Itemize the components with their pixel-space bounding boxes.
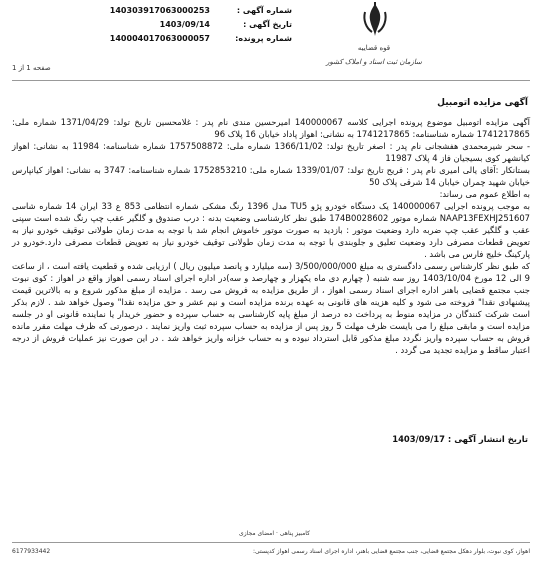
notice-meta [0,4,292,46]
footer-phone: 6177933442 [12,548,51,555]
meta-value: 140004017063000057 [109,34,210,43]
paragraph-auction-terms: که طبق نظر کارشناس رسمی دادگستری به مبلغ 3/500/000/000 (سه میلیارد و پانصد میلیون ریال ) ارزیابی شده و قطعیت یافته است ، از ساعت 9 الی 12 مورخ 1403/10/04 روز سه شنبه ( چهارم دی ماه یکهزار و چهارصد و سه)در اداره اجرای اسناد رسمی اهواز واقع در اهواز : کوی نبوت جنب مجتمع قضایی باهنر اداره اجرای اسناد رسمی اهواز ، از طریق مزایده به فروش می رسد . مزایده از مبلغ مذکور شروع و به بالاترین قیمت پیشنهادی نقدا" فروخته می شود و کلیه هزینه های قانونی به عهده برنده مزایده است و نیم عشر و حق مزایده نقدا" وصول خواهد شد . لازم بذکر است شرکت کنندگان در مزایده منوط به پرداخت ده درصد از مبلغ پایه کارشناسی به حساب سپرده و حضور خریدار یا نماینده قانونی او در جلسه مزایده است و مابقی مبلغ را می بایست ظرف مهلت 5 روز پس از مزایده به حساب سپرده ثبت واریز نمایند . درصورتی که ظرف مهلت مقرر مانده فروش به حساب سپرده واریز نگردد مبلغ مذکور قابل استرداد نبوده و به حساب خزانه واریز خواهد شد . در این صورت نیز عملیات فروش از درجه اعتبار ساقط و مزایده تجدید می گردد . [12,261,531,355]
header-divider [12,80,530,81]
notice-title: آگهی مزایده اتومبیل [437,98,528,108]
meta-label: شماره پرونده: [235,34,292,43]
meta-notice-number [0,4,292,18]
page-number: صفحه 1 از 1 [12,64,51,72]
footer-address: اهواز، کوی نبوت، بلوار دهکل مجتمع قضایی، جنب مجتمع قضایی باهنر، اداره اجرای اسناد رسمی اهواز کدپستی: [253,548,530,555]
meta-value: 140303917063000253 [109,6,210,15]
paragraph-creditor: بستانکار :آقای یالی امیری نام پدر : فریح تاریخ تولد: 1339/01/07 شماره ملی: 1752853210 شماره شناسنامه: 3747 به نشانی: اهواز کیانپارس خیابان شهید چمران خیابان 14 شرقی پلاک 50 [12,165,531,187]
org-name: قوه قضاییه [357,44,391,52]
meta-case-number [0,32,292,46]
meta-notice-date [0,18,292,32]
paragraph-announcement: به اطلاع عموم می رساند: [439,189,530,199]
notice-body [12,116,530,356]
signature-label: کامبیز پناهی · امضای مجازی [239,530,310,537]
publish-date: تاریخ انتشار آگهی : 1403/09/17 [392,434,528,444]
org-subtitle: سازمان ثبت اسناد و املاک کشور [326,58,422,66]
meta-label: تاریخ آگهی : [243,20,292,29]
meta-label: شماره آگهی : [236,6,292,15]
footer-divider [12,542,530,543]
footer [12,530,530,570]
iran-emblem-icon [360,2,390,38]
paragraph-debtor-2: - سحر شیرمحمدی هفشجانی نام پدر : اصغر تاریخ تولد: 1366/11/02 شماره ملی: 1757508872 شماره شناسنامه: 11984 به نشانی: اهواز کیانشهر کوی بسیجیان فاز 4 پلاک 11987 [12,141,530,163]
paragraph-vehicle: به موجب پرونده اجرایی 140000067 یک دستگاه خودرو پژو TU5 مدل 1396 رنگ مشکی شماره انتظامی 853 ع 33 ایران 14 شماره شاسی NAAP13FEXHJ251607 شماره موتور 174B0028602 طبق نظر کارشناسی وضعیت بدنه : درب صندوق و گلگیر عقب چپ رنگ شده است سپنی عقب و گلگیر عقب چپ ضربه دارد وضعیت موتور : بازدید به صورت موتور خاموش انجام شد با توجه به مدت زمان طولانی توقیف خودرو نیاز به تعویض قطعات مصرفی دارد وضعیت تعلیق و جلوبندی با توجه به مدت زمان طولانی توقیف خودرو نیاز به تعویض قطعات مصرفی دارد.خودرو در پارکینگ خلیج فارس می باشد . [12,201,530,259]
paragraph-debtor-1: آگهی مزایده اتومبیل موضوع پرونده اجرایی کلاسه 140000067 امیرحسین مندی نام پدر : غلامحسین تاریخ تولد: 1371/04/29 شماره ملی: 1741217865 شماره شناسنامه: 1741217865 به نشانی: اهواز پاداد خیابان 16 پلاک 96 [12,117,531,139]
meta-value: 1403/09/14 [159,20,210,29]
